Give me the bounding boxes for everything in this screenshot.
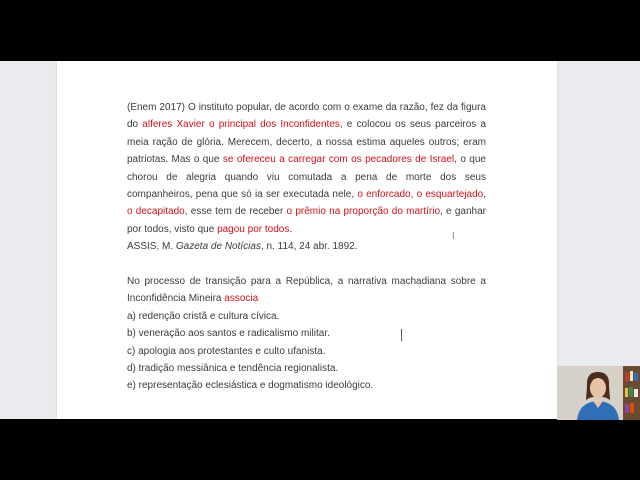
text-segment: , xyxy=(410,189,417,201)
text-segment: , esse tem de receber xyxy=(184,206,287,218)
highlight-segment: se ofereceu a carregar com os pecadores de Israel xyxy=(222,154,455,166)
webcam-overlay xyxy=(557,366,640,420)
highlight-segment: o enforcado xyxy=(357,189,411,201)
highlight-segment: o prêmio na proporção do martírio xyxy=(286,206,441,218)
option-a: a) redenção cristã e cultura cívica. xyxy=(127,310,280,322)
text-segment: , o que chorou de alegria quando viu comutada a pena de morte dos seus companheiros, pena que só ia ser executada nele, xyxy=(127,154,486,201)
text-segment: (Enem 2017) O instituto popular, de acordo com o exame da razão, fez da figura do xyxy=(127,102,486,131)
document-viewport[interactable] xyxy=(0,61,640,419)
text-segment: . xyxy=(289,223,293,235)
presenter-avatar-icon xyxy=(557,366,640,420)
prompt-segment: No processo de transição para a República, a narrativa machadiana sobre a Inconfidência Mineira xyxy=(127,276,486,305)
text-segment: , e ganhar por todos, visto que xyxy=(127,206,486,235)
document-page xyxy=(57,61,557,419)
spacer xyxy=(127,256,486,273)
citation-work: Gazeta de Notícias xyxy=(175,241,261,253)
citation xyxy=(127,238,486,255)
highlight-segment: pagou por todos xyxy=(217,223,290,235)
text-segment: , e colocou os seus parceiros a meia ração de glória. Merecem, decerto, a nossa estima aqueles outros; eram patriotas. Mas o que xyxy=(127,119,487,166)
option-d: d) tradição messiânica e tendência regionalista. xyxy=(127,363,339,375)
text-caret xyxy=(401,329,402,341)
highlight-segment: o esquartejado xyxy=(416,189,484,201)
ibeam-cursor-icon: I xyxy=(452,231,455,242)
highlight-segment: o decapitado xyxy=(127,206,185,218)
citation-details: , n. 114, 24 abr. 1892. xyxy=(260,241,358,253)
option-b: b) veneração aos santos e radicalismo militar. xyxy=(127,328,330,340)
prompt-text xyxy=(127,273,486,308)
prompt-highlight: associa xyxy=(224,293,259,305)
citation-author: ASSIS, M. xyxy=(127,241,176,253)
question-content xyxy=(127,99,486,395)
option-e: e) representação eclesiástica e dogmatismo ideológico. xyxy=(127,380,374,392)
source-text xyxy=(127,99,486,238)
highlight-segment: alferes Xavier o principal dos Inconfidentes xyxy=(142,119,340,131)
option-c: c) apologia aos protestantes e culto ufanista. xyxy=(127,345,326,357)
text-segment: , xyxy=(483,189,486,201)
